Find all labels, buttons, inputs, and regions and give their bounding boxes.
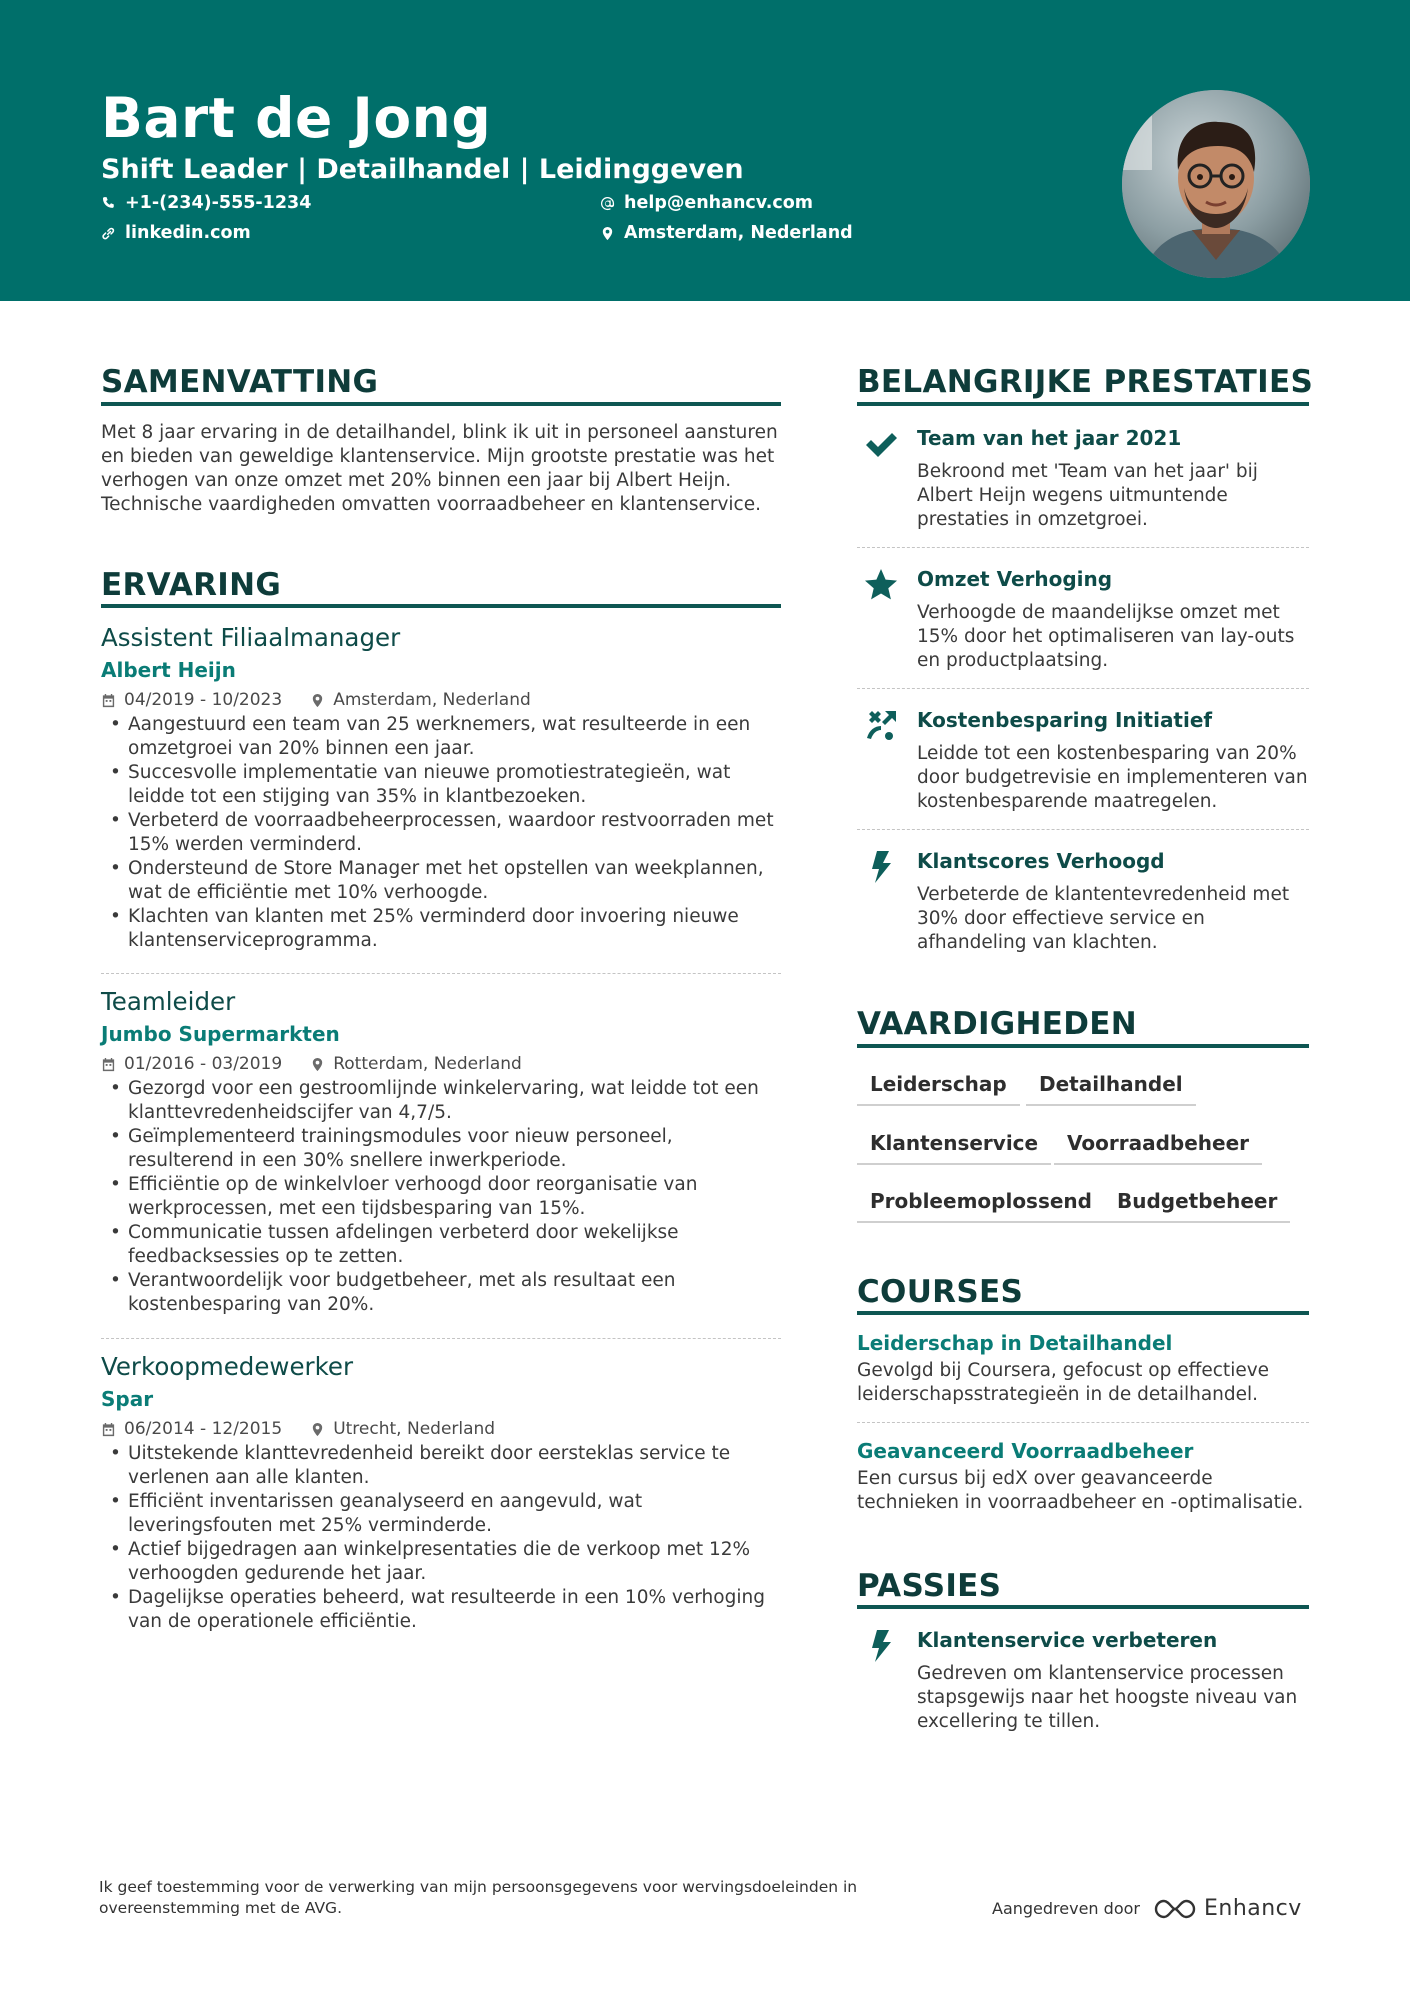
star-icon [863,567,899,603]
powered-by-label: Aangedreven door [992,1899,1140,1918]
course-desc: Gevolgd bij Coursera, gefocust op effectieve leiderschapsstrategieën in de detailhandel. [857,1360,1270,1405]
checkmark-icon [863,426,899,462]
divider [857,1422,1309,1423]
lightning-icon [863,1628,899,1664]
contact-linkedin[interactable] [101,221,251,245]
job-bullets [101,1077,781,1317]
experience-heading: ERVARING [101,567,282,603]
location-pin-icon [310,1057,325,1072]
at-sign-icon [600,196,615,211]
divider [857,829,1309,830]
achievement-desc: Leidde tot een kostenbesparing van 20% door budgetrevisie en implementeren van kostenbesparende maatregelen. [917,743,1308,812]
location-pin-icon [600,226,615,241]
divider [857,547,1309,548]
company-name: Spar [101,1387,154,1411]
skills-rule [857,1044,1309,1048]
achievement-title: Kostenbesparing Initiatief [917,708,1213,732]
job-title: Teamleider [101,987,236,1016]
company-name: Albert Heijn [101,658,236,682]
achievement-item [857,565,1309,675]
job-meta [101,688,781,712]
path-arrow-icon [863,708,899,744]
linkedin-text: linkedin.com [125,223,251,243]
bullet-item: • Geïmplementeerd trainingsmodules voor nieuw personeel, resulterend in een 30% snellere inwerkperiode. [101,1125,781,1173]
achievement-title: Klantscores Verhoogd [917,849,1165,873]
brand-name: Enhancv [1203,1896,1302,1921]
location-pin-icon [310,693,325,708]
experience-rule [101,604,781,608]
achievement-title: Omzet Verhoging [917,567,1113,591]
contact-location [600,221,853,245]
phone-icon [101,196,116,211]
powered-by[interactable] [992,1896,1302,1921]
bullet-item: • Verbeterd de voorraadbeheerprocessen, waardoor restvoorraden met 15% werden verminderd. [101,809,781,857]
course-desc: Een cursus bij edX over geavanceerde technieken in voorraadbeheer en -optimalisatie. [857,1468,1304,1513]
achievement-item [857,847,1309,957]
bullet-item: • Aangestuurd een team van 25 werknemers, wat resulteerde in een omzetgroei van 20% binnen een jaar. [101,713,781,761]
contact-phone[interactable] [101,191,311,215]
email-text: help@enhancv.com [624,193,814,213]
job-meta [101,1417,781,1441]
course-item [857,1329,1309,1407]
job-bullets [101,713,781,953]
courses-rule [857,1311,1309,1315]
job-dates: 01/2016 - 03/2019 [124,1054,283,1074]
achievements-rule [857,402,1309,406]
candidate-name: Bart de Jong [101,86,492,150]
summary-heading: SAMENVATTING [101,364,379,400]
job-meta [101,1052,781,1076]
passion-item [857,1626,1309,1736]
skills-heading: VAARDIGHEDEN [857,1006,1138,1042]
skill-tag: Probleemoplossend [857,1187,1105,1223]
lightning-icon [863,849,899,885]
bullet-item: • Verantwoordelijk voor budgetbeheer, met als resultaat een kostenbesparing van 20%. [101,1269,781,1317]
job-title: Assistent Filiaalmanager [101,623,401,652]
passions-rule [857,1605,1309,1609]
calendar-icon [101,693,116,708]
skill-tag: Voorraadbeheer [1054,1129,1262,1165]
profile-photo [1122,90,1310,278]
passion-title: Klantenservice verbeteren [917,1628,1218,1652]
bullet-item: • Efficiënt inventarissen geanalyseerd en aangevuld, wat leveringsfouten met 25% verminderde. [101,1490,781,1538]
resume-header [0,0,1410,301]
job-location: Utrecht, Nederland [333,1419,496,1439]
experience-entry [101,622,781,953]
summary-rule [101,402,781,406]
bullet-item: • Klachten van klanten met 25% verminderd door invoering nieuwe klantenserviceprogramma. [101,905,781,953]
bullet-item: • Uitstekende klanttevredenheid bereikt door eersteklas service te verlenen aan alle klanten. [101,1442,781,1490]
job-location: Amsterdam, Nederland [333,690,531,710]
course-title: Leiderschap in Detailhandel [857,1331,1173,1355]
achievement-title: Team van het jaar 2021 [917,426,1182,450]
achievements-heading: BELANGRIJKE PRESTATIES [857,364,1314,400]
experience-entry [101,986,781,1317]
candidate-headline: Shift Leader | Detailhandel | Leidinggeven [101,154,744,185]
divider [101,973,781,974]
courses-heading: COURSES [857,1274,1024,1310]
passion-desc: Gedreven om klantenservice processen stapsgewijs naar het hoogste niveau van excellering te tillen. [917,1663,1298,1732]
infinity-logo-icon [1152,1897,1198,1921]
job-location: Rotterdam, Nederland [333,1054,522,1074]
bullet-item: • Communicatie tussen afdelingen verbeterd door wekelijkse feedbacksessies op te zetten. [101,1221,781,1269]
bullet-item: • Succesvolle implementatie van nieuwe promotiestrategieën, wat leidde tot een stijging van 35% in klantbezoeken. [101,761,781,809]
skill-tag: Leiderschap [857,1070,1020,1106]
location-text: Amsterdam, Nederland [624,223,853,243]
location-pin-icon [310,1422,325,1437]
experience-entry [101,1351,781,1634]
enhancv-logo [1152,1896,1302,1921]
summary-text: Met 8 jaar ervaring in de detailhandel, blink ik uit in personeel aansturen en bieden van geweldige klantenservice. Mijn grootste prestatie was het verhogen van onze omzet met 20% binnen een jaar bij Albert Heijn. Technische vaardigheden omvatten voorraadbeheer en klantenservice. [101,422,778,515]
achievement-item [857,706,1309,816]
bullet-item: • Efficiëntie op de winkelvloer verhoogd door reorganisatie van werkprocessen, met een tijdsbesparing van 15%. [101,1173,781,1221]
achievement-desc: Verhoogde de maandelijkse omzet met 15% door het optimaliseren van lay-outs en productplaatsing. [917,602,1295,671]
job-bullets [101,1442,781,1634]
consent-note: Ik geef toestemming voor de verwerking van mijn persoonsgegevens voor wervingsdoeleinden in overeenstemming met de AVG. [99,1878,858,1917]
achievement-desc: Bekroond met 'Team van het jaar' bij Albert Heijn wegens uitmuntende prestaties in omzetgroei. [917,461,1258,530]
achievement-item [857,424,1309,534]
calendar-icon [101,1057,116,1072]
calendar-icon [101,1422,116,1437]
contact-email[interactable] [600,191,813,215]
divider [857,688,1309,689]
skill-tag: Budgetbeheer [1104,1187,1290,1223]
divider [101,1338,781,1339]
bullet-item: • Gezorgd voor een gestroomlijnde winkelervaring, wat leidde tot een klanttevredenheidscijfer van 4,7/5. [101,1077,781,1125]
course-title: Geavanceerd Voorraadbeheer [857,1439,1194,1463]
skill-tag: Klantenservice [857,1129,1051,1165]
link-icon [101,226,116,241]
course-item [857,1437,1309,1515]
skill-tag: Detailhandel [1026,1070,1196,1106]
passions-heading: PASSIES [857,1568,1002,1604]
job-title: Verkoopmedewerker [101,1352,354,1381]
company-name: Jumbo Supermarkten [101,1022,340,1046]
job-dates: 06/2014 - 12/2015 [124,1419,283,1439]
achievement-desc: Verbeterde de klantentevredenheid met 30% door effectieve service en afhandeling van klachten. [917,884,1290,953]
bullet-item: • Dagelijkse operaties beheerd, wat resulteerde in een 10% verhoging van de operationele efficiëntie. [101,1586,781,1634]
bullet-item: • Ondersteund de Store Manager met het opstellen van weekplannen, wat de efficiëntie met 10% verhoogde. [101,857,781,905]
bullet-item: • Actief bijgedragen aan winkelpresentaties die de verkoop met 12% verhoogden gedurende het jaar. [101,1538,781,1586]
phone-text: +1-(234)-555-1234 [125,193,312,213]
job-dates: 04/2019 - 10/2023 [124,690,283,710]
